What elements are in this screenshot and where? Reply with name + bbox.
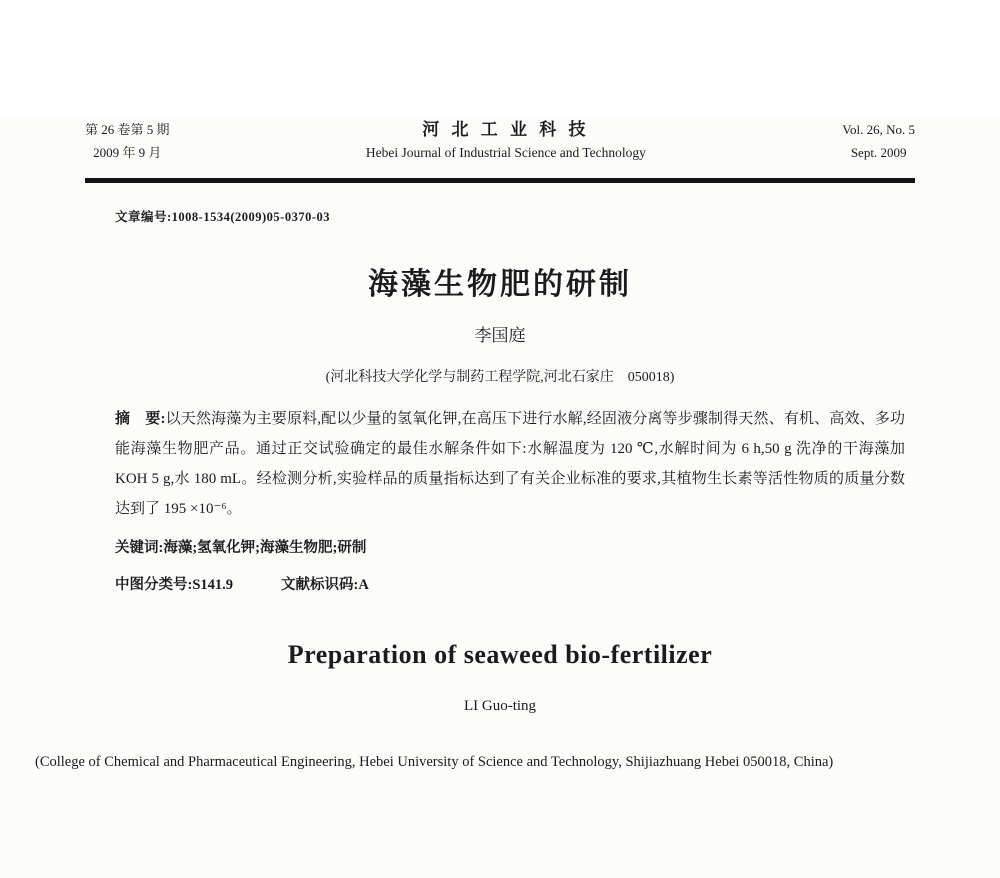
abstract-label: 摘 要:	[115, 411, 166, 427]
header-rule	[85, 178, 915, 183]
journal-title-block	[366, 118, 646, 164]
header-issue-block	[85, 118, 170, 164]
issue-date-en: Sept. 2009	[850, 145, 907, 160]
keywords-text: 海藻;氢氧化钾;海藻生物肥;研制	[163, 540, 367, 556]
article-number: 文章编号:1008-1534(2009)05-0370-03	[115, 210, 330, 224]
abstract-text: 以天然海藻为主要原料,配以少量的氢氧化钾,在高压下进行水解,经固液分离等步骤制得天然、有机、高效、多功能海藻生物肥产品。通过正交试验确定的最佳水解条件如下:水解温度为 120 ℃,水解时间为 6 h,50 g 洗净的干海藻加 KOH 5 g,水 180 mL。经检测分析,实验样品的质量指标达到了有关企业标准的要求,其植物生长素等活性物质的质量分数达到了 195 ×10⁻⁶。	[115, 411, 905, 517]
issue-number-cn: 第 26 卷第 5 期	[85, 122, 170, 137]
article-title-en: Preparation of seaweed bio-fertilizer	[287, 640, 713, 669]
document-code: 文献标识码:A	[281, 577, 369, 593]
keywords-line	[115, 536, 905, 557]
classification-line	[115, 573, 905, 594]
article-affiliation-en: (College of Chemical and Pharmaceutical Engineering, Hebei University of Science and Technology, Shijiazhuang Hebei 050018, China)	[35, 754, 834, 770]
journal-title-cn: 河 北 工 业 科 技	[422, 120, 590, 139]
issue-date-cn: 2009 年 9 月	[93, 145, 162, 160]
abstract-paragraph	[115, 404, 905, 524]
article-title-cn: 海藻生物肥的研制	[368, 268, 632, 301]
article-author-cn: 李国庭	[474, 326, 526, 345]
article-affiliation-cn: (河北科技大学化学与制药工程学院,河北石家庄 050018)	[325, 370, 675, 385]
header-volume-block	[842, 118, 915, 164]
keywords-label: 关键词:	[115, 540, 164, 556]
article-author-en: LI Guo-ting	[463, 698, 537, 714]
journal-title-en: Hebei Journal of Industrial Science and Technology	[365, 145, 646, 160]
volume-number-en: Vol. 26, No. 5	[842, 122, 915, 137]
clc-number: 中图分类号:S141.9	[115, 577, 234, 593]
journal-page	[0, 118, 1000, 878]
journal-header	[85, 118, 915, 164]
